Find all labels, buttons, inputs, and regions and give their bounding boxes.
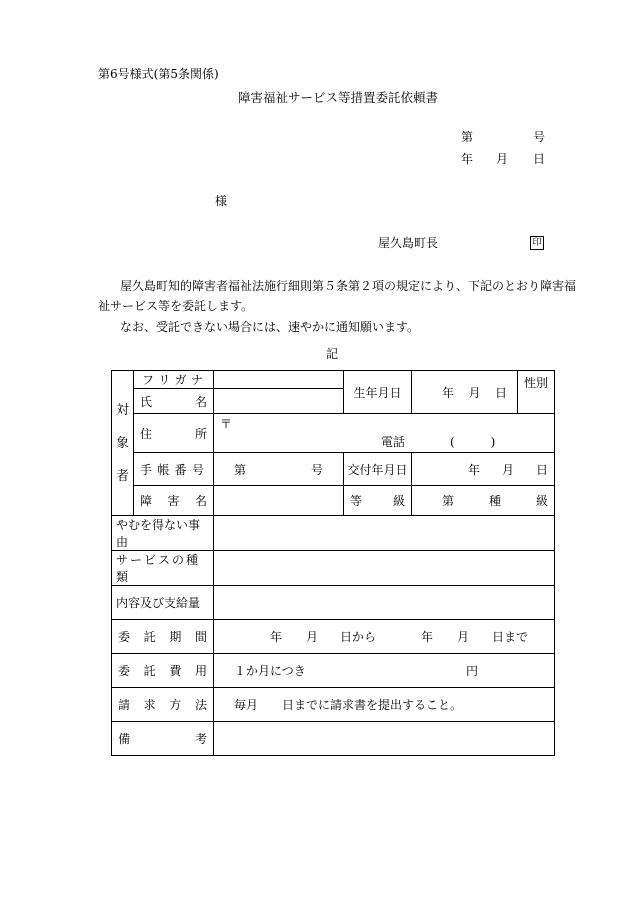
- remarks-label: 備 考: [118, 732, 207, 746]
- subject-label: 対 象 者: [116, 402, 130, 484]
- issuer-title: 屋久島町長: [378, 236, 439, 250]
- address-label: 住 所: [140, 426, 207, 441]
- doc-date-year: 年: [461, 152, 474, 166]
- issue-value[interactable]: 年 月 日: [412, 453, 555, 486]
- body-line-2: 祉サービス等を委託します。: [98, 299, 254, 313]
- sex-cell[interactable]: [518, 371, 555, 414]
- period-value[interactable]: 年 月 日から 年 月 日まで: [214, 620, 555, 654]
- form-number: 第6号様式(第5条関係): [98, 67, 219, 81]
- issue-label: 交付年月日: [344, 453, 412, 486]
- service-type-value[interactable]: [214, 551, 555, 586]
- grade-label: 等 級: [350, 494, 405, 508]
- period-label-cell: [112, 620, 214, 654]
- name-value[interactable]: [214, 389, 344, 414]
- doc-number-prefix: 第: [461, 130, 474, 144]
- reason-label: やむを得ない事由: [112, 516, 214, 551]
- ki-label: 記: [326, 347, 339, 361]
- service-type-label: サービスの種類: [112, 551, 214, 586]
- document-title: 障害福祉サービス等措置委託依頼書: [238, 90, 439, 105]
- name-label: 氏 名: [140, 394, 207, 409]
- fee-prefix: １か月につき: [234, 664, 306, 678]
- phone-parens: ( ): [450, 435, 496, 449]
- postal-mark: 〒: [220, 417, 233, 431]
- disability-label: 障 害 名: [140, 494, 207, 508]
- handbook-label-cell: [134, 453, 214, 486]
- handbook-label: 手 帳 番 号: [140, 462, 207, 477]
- address-value[interactable]: [214, 414, 555, 453]
- period-label: 委 託 期 間: [118, 630, 207, 644]
- sex-label: 性別: [523, 376, 548, 390]
- handbook-value[interactable]: 第 号: [214, 453, 344, 486]
- billing-label: 請 求 方 法: [118, 698, 207, 712]
- content-value[interactable]: [214, 586, 555, 620]
- doc-date-month: 月: [496, 152, 509, 166]
- birth-value[interactable]: 年 月 日: [412, 371, 518, 414]
- grade-value[interactable]: 第 種 級: [412, 486, 555, 516]
- remarks-value[interactable]: [214, 722, 555, 756]
- reason-value[interactable]: [214, 516, 555, 551]
- furigana-value[interactable]: [214, 371, 344, 389]
- body-line-1: 屋久島町知的障害者福祉法施行細則第５条第２項の規定により、下記のとおり障害福: [120, 279, 577, 293]
- furigana-label: フ リ ガ ナ: [142, 373, 205, 387]
- birth-label: 生年月日: [344, 371, 412, 414]
- form-table: [111, 370, 555, 756]
- disability-value[interactable]: [214, 486, 344, 516]
- doc-number-suffix: 号: [533, 130, 546, 144]
- fee-value[interactable]: [214, 654, 555, 688]
- name-label-cell: [134, 389, 214, 414]
- billing-label-cell: [112, 688, 214, 722]
- grade-label-cell: [344, 486, 412, 516]
- addressee-honorific: 様: [215, 194, 228, 208]
- disability-label-cell: [134, 486, 214, 516]
- seal-mark: 印: [530, 236, 544, 250]
- fee-label-cell: [112, 654, 214, 688]
- billing-value[interactable]: 毎月 日までに請求書を提出すること。: [214, 688, 555, 722]
- phone-label: 電話: [381, 435, 406, 449]
- remarks-label-cell: [112, 722, 214, 756]
- body-line-3: なお、受託できない場合には、速やかに通知願います。: [120, 320, 420, 334]
- address-label-cell: [134, 414, 214, 453]
- doc-date-day: 日: [533, 152, 546, 166]
- furigana-label-cell: [134, 371, 214, 389]
- fee-label: 委 託 費 用: [118, 664, 207, 678]
- subject-label-cell: [112, 371, 134, 516]
- content-label: 内容及び支給量: [112, 586, 214, 620]
- fee-unit: 円: [466, 664, 479, 678]
